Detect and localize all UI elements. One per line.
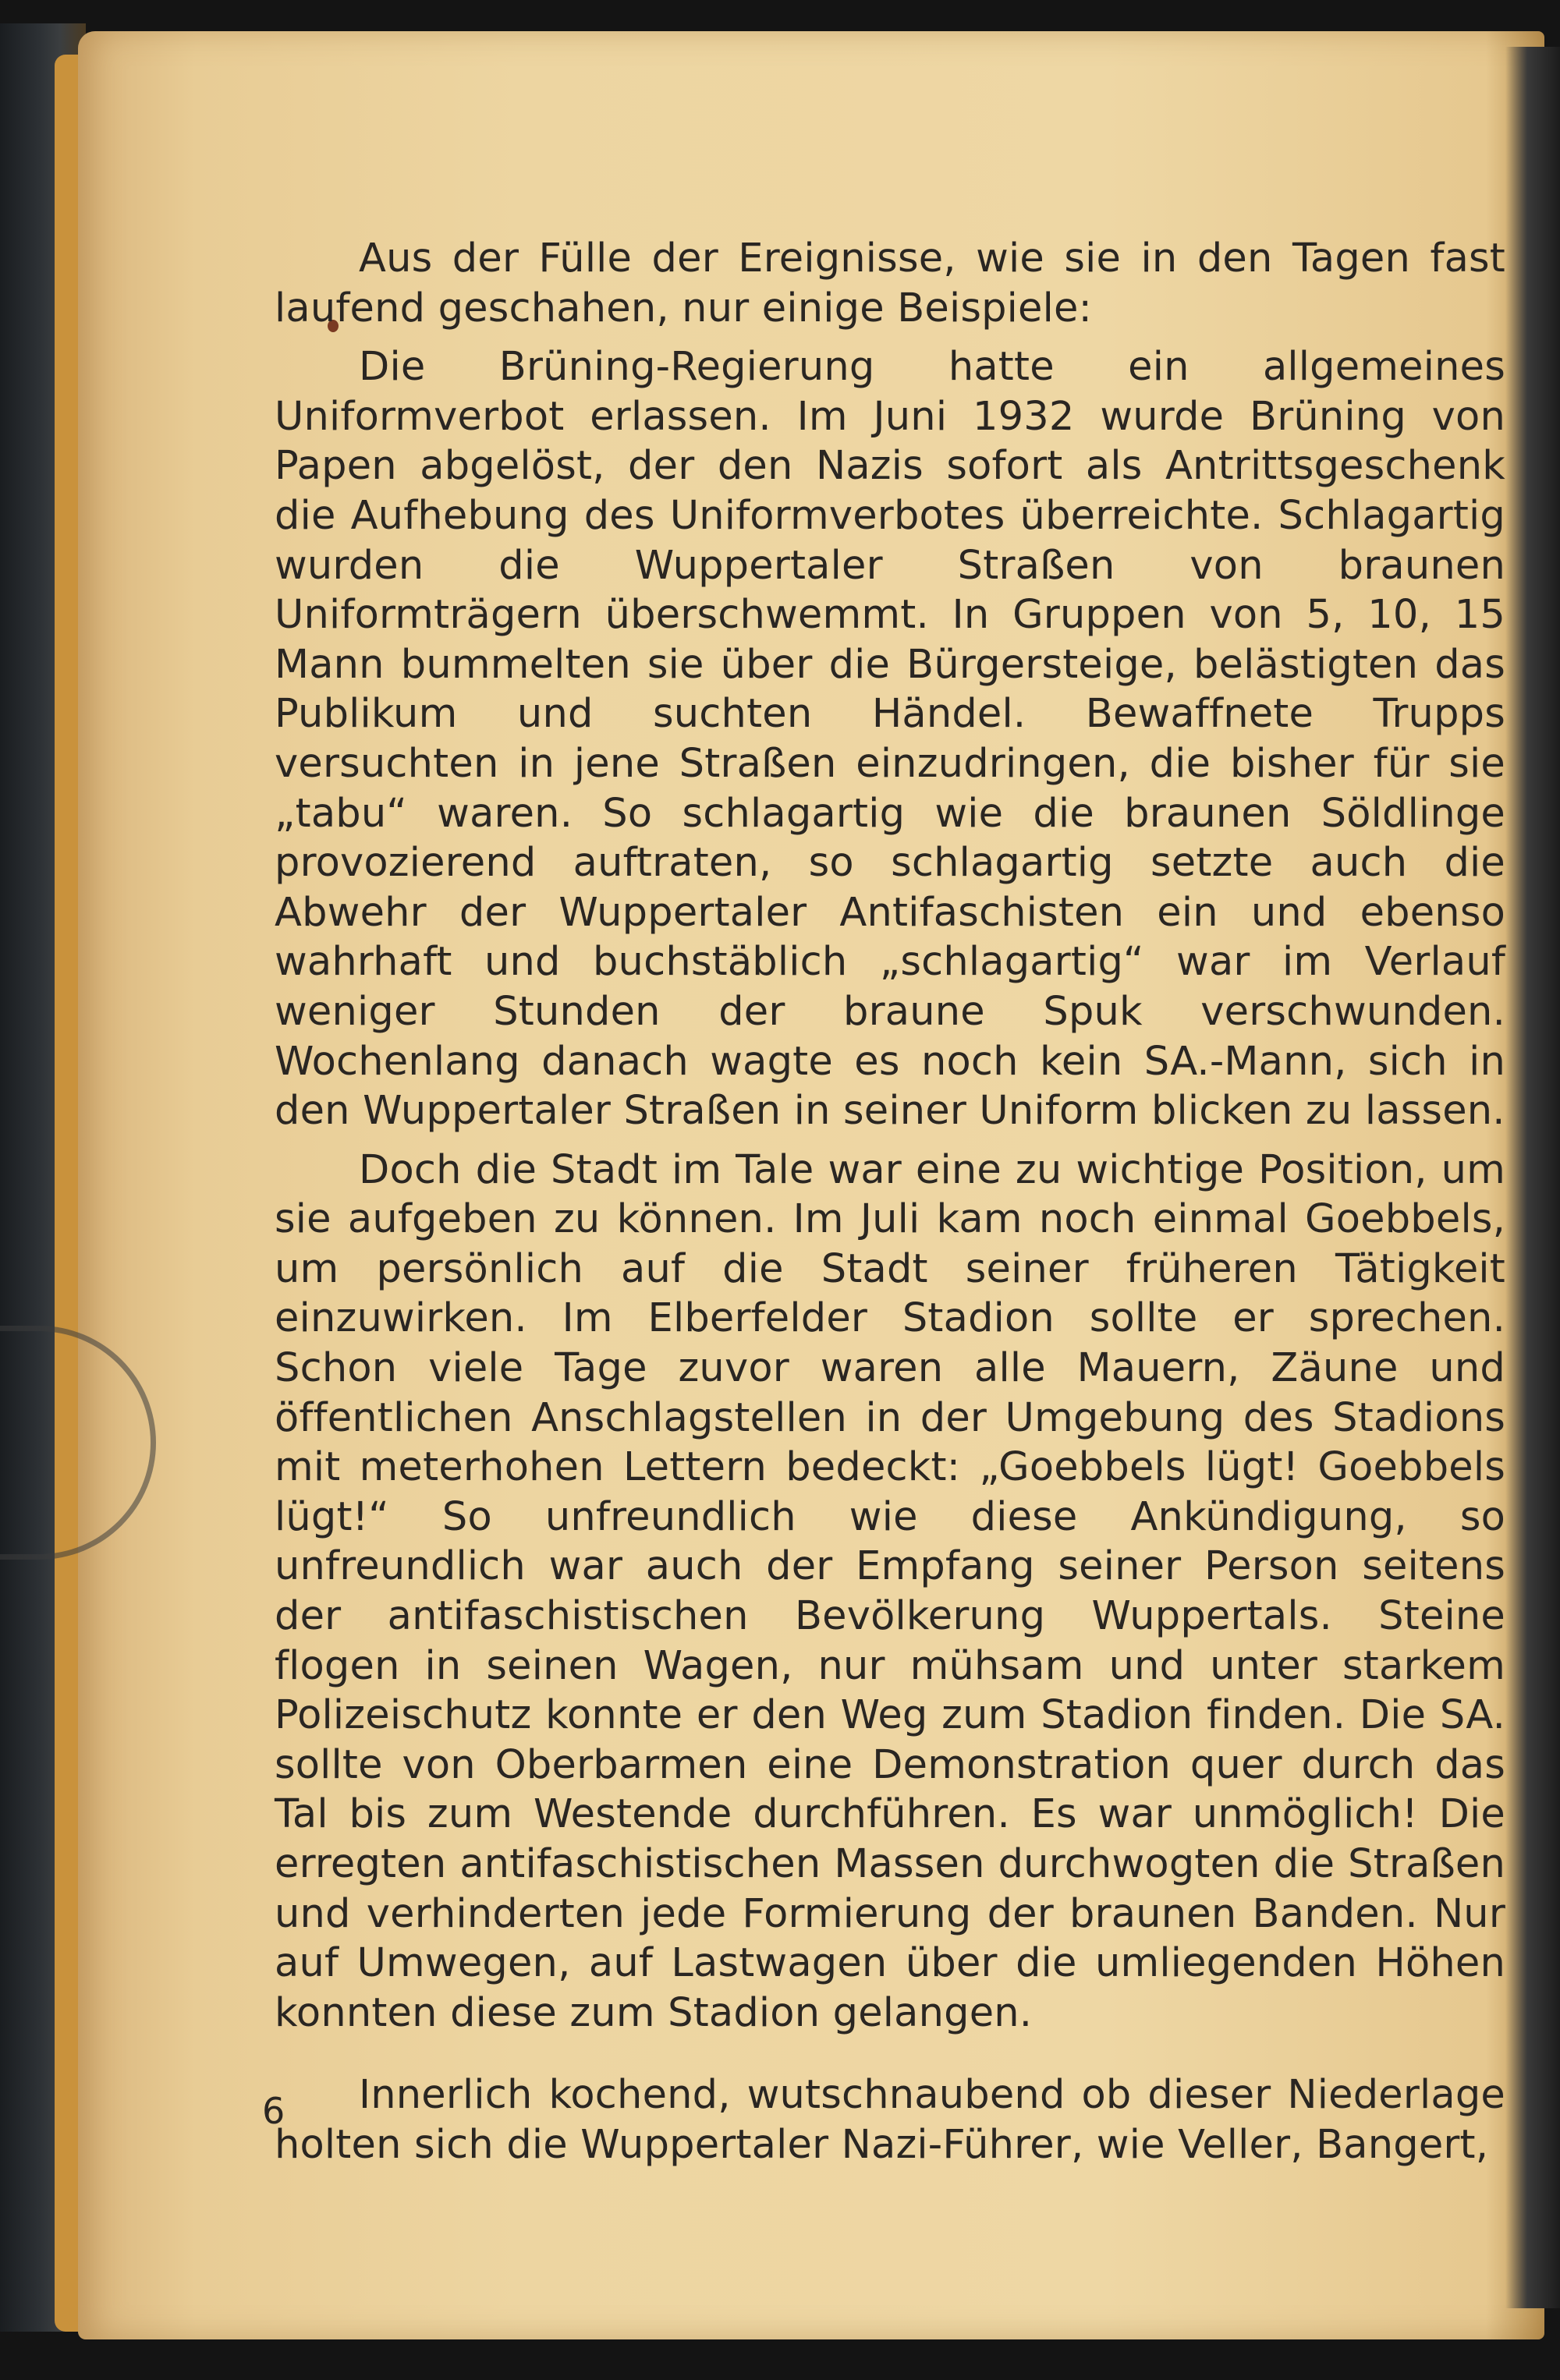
paragraph-uniform-ban: Die Brüning-Regierung hatte ein allgemeines Uniformverbot erlassen. Im Juni 1932 wurde Brüning von Papen abgelöst, der den Nazis sofort als Antrittsgeschenk die Aufhebung des Uniformverbotes überreichte. Schlagartig wurden die Wuppertaler Straßen von braunen Uniformträgern überschwemmt. In Gruppen von 5, 10, 15 Mann bummelten sie über die Bürgersteige, belästigten das Publikum und suchten Händel. Bewaffnete Trupps versuchten in jene Straßen einzudringen, die bisher für sie „tabu“ waren. So schlagartig wie die braunen Söldlinge provozierend auftraten, so schlagartig setzte auch die Abwehr der Wuppertaler Antifaschisten ein und ebenso wahrhaft und buchstäblich „schlagartig“ war im Verlauf weniger Stunden der braune Spuk verschwunden. Wochenlang danach wagte es noch kein SA.-Mann, sich in den Wuppertaler Straßen in seiner Uniform blicken zu lassen. [275, 344, 1505, 1135]
gutter-shadow [1505, 47, 1560, 2308]
paragraph-goebbels-visit: Doch die Stadt im Tale war eine zu wichtige Position, um sie aufgeben zu können. Im Juli kam noch einmal Goebbels, um persönlich auf die Stadt seiner früheren Tätigkeit einzuwirken. Im Elberfelder Stadion sollte er sprechen. Schon viele Tage zuvor waren alle Mauern, Zäune und öffentlichen Anschlagstellen in der Umgebung des Stadions mit meterhohen Lettern bedeckt: „Goebbels lügt! Goebbels lügt!“ So unfreundlich wie diese Ankündigung, so unfreundlich war auch der Empfang seiner Person seitens der antifaschistischen Bevölkerung Wuppertals. Steine flogen in seinen Wagen, nur mühsam und unter starkem Polizeischutz konnte er den Weg zum Stadion finden. Die SA. sollte von Oberbarmen eine Demonstration quer durch das Tal bis zum Westende durchführen. Es war unmöglich! Die erregten antifaschistischen Massen durchwogten die Straßen und verhinderten jede Formierung der braunen Banden. Nur auf Umwegen, auf Lastwagen über die umliegenden Höhen konnten diese zum Stadion gelangen. [275, 1146, 1505, 2036]
paragraph-nazi-leaders: Innerlich kochend, wutschnaubend ob dieser Niederlage holten sich die Wuppertaler Nazi-Führer, wie Veller, Bangert, [275, 2072, 1505, 2168]
body-text [275, 234, 1505, 2170]
page-number: 6 [262, 2090, 285, 2132]
paragraph-intro: Aus der Fülle der Ereignisse, wie sie in den Tagen fast laufend geschahen, nur einige Beispiele: [275, 236, 1505, 331]
